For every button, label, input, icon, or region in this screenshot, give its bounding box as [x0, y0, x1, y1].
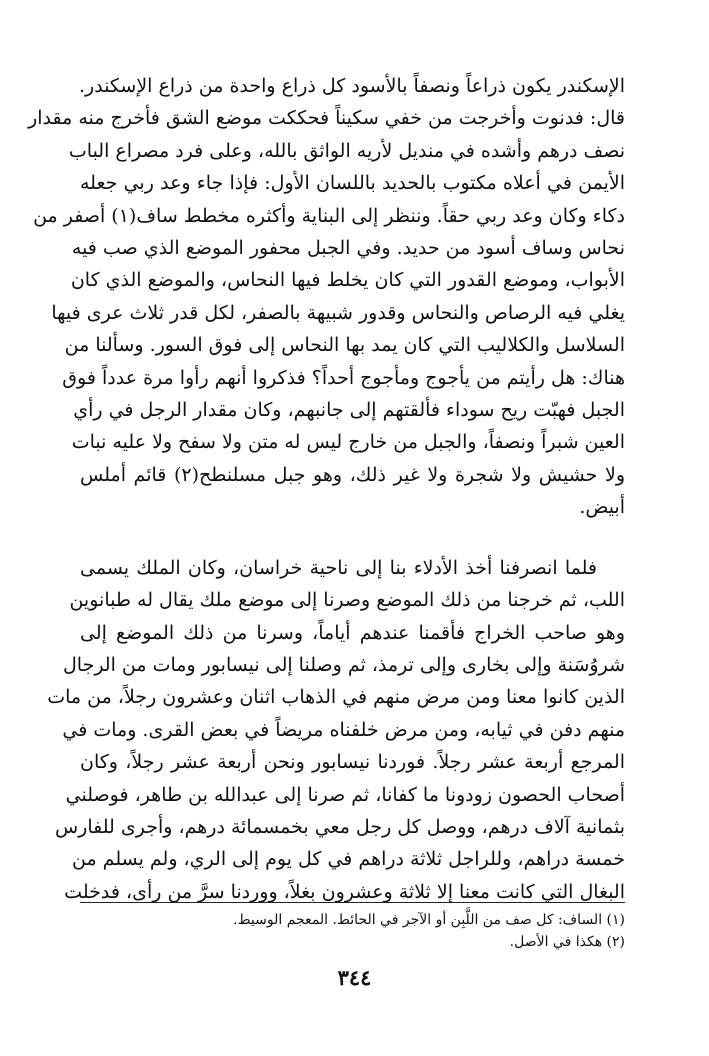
text-line: نصف درهم وأشده في منديل لأريه الواثق بالله، وعلى فرد مصراع الباب — [68, 139, 625, 162]
footnote-divider — [80, 902, 625, 903]
text-line: هناك: هل رأيتم من يأجوج ومأجوج أحداً؟ فذكروا أنهم رأوا مرة عدداً فوق — [62, 366, 625, 389]
text-line: الذين كانوا معنا ومن مرض منهم في الذهاب اثنان وعشرون رجلاً، من مات — [47, 686, 625, 709]
footnotes — [80, 909, 625, 953]
text-line: قال: فدنوت وأخرجت من خفي سكيناً فحككت موضع الشق فأخرج منه مقدار — [28, 107, 625, 130]
text-line: العين شبراً ونصفاً، والجبل من خارج ليس له متن ولا سفح ولا عليه نبات — [71, 431, 625, 454]
page-body — [28, 70, 625, 908]
paragraph-1 — [28, 70, 625, 524]
text-line: وهو صاحب الخراج فأقمنا عندهم أياماً، وسرنا من ذلك الموضع إلى — [80, 621, 625, 644]
text-line: نحاس وساف أسود من حديد. وفي الجبل محفور الموضع الذي صب فيه — [71, 237, 625, 260]
footnote-1: (١) الساف: كل صف من اللَّبِن أو الآجر في الحائط. المعجم الوسيط. — [233, 912, 625, 928]
text-line: بثمانية آلاف درهم، ووصل كل رجل معي بخمسمائة درهم، وأجرى للفارس — [54, 815, 625, 838]
text-line: اللب، ثم خرجنا من ذلك الموضع وصرنا إلى موضع ملك يقال له طبانوين — [69, 589, 625, 612]
text-line: أصحاب الحصون زودونا ما كفانا، ثم صرنا إلى عبدالله بن طاهر، فوصلني — [65, 783, 625, 806]
text-line: ولا حشيش ولا شجرة ولا غير ذلك، وهو جبل مسلنطح(٢) قائم أملس — [80, 463, 625, 486]
text-line: الإسكندر يكون ذراعاً ونصفاً بالأسود كل ذراع واحدة من ذراع الإسكندر. — [79, 75, 625, 97]
paragraph-gap — [80, 524, 625, 552]
text-line: المرجع أربعة عشر رجلاً. فوردنا نيسابور ونحن أربعة عشر رجلاً، وكان — [80, 751, 625, 774]
text-line: خمسة دراهم، وللراجل ثلاثة دراهم في كل يوم إلى الري، ولم يسلم من — [72, 848, 625, 871]
text-line: السلاسل والكلاليب التي كان يمد بها النحاس إلى فوق السور. وسألنا من — [64, 334, 625, 357]
text-line: الأيمن في أعلاه مكتوب بالحديد باللسان الأول: فإذا جاء وعد ربي جعله — [80, 172, 625, 195]
text-line: البغال التي كانت معنا إلا ثلاثة وعشرون بغلاً، ووردنا سرَّ من رأى، فدخلت — [64, 880, 625, 903]
text-line: فلما انصرفنا أخذ الأدلاء بنا إلى ناحية خراسان، وكان الملك يسمى — [80, 556, 597, 579]
text-line: الأبواب، وموضع القدور التي كان يخلط فيها النحاس، والموضع الذي كان — [70, 269, 625, 292]
text-line: شروُسَنة وإلى بخارى وإلى ترمذ، ثم وصلنا إلى نيسابور ومات من الرجال — [62, 653, 625, 676]
text-line: منهم دفن في ثيابه، ومن مرض خلفناه مريضاً في بعض القرى. ومات في — [62, 718, 625, 741]
text-line: الجبل فهبّت ريح سوداء فألقتهم إلى جانبهم، وكان مقدار الرجل في رأي — [73, 399, 625, 422]
footnote-2: (٢) هكذا في الأصل. — [509, 934, 625, 950]
paragraph-2 — [47, 552, 625, 908]
text-line: أبيض. — [579, 496, 625, 519]
text-line: دكاء وكان وعد ربي حقاً. وننظر إلى البناية وأكثره مخطط ساف(١) أصفر من — [33, 204, 625, 227]
page-number: ٣٤٤ — [337, 965, 372, 990]
text-line: يغلي فيه الرصاص والنحاس وقدور شبيهة بالصفر، لكل قدر ثلاث عرى فيها — [51, 301, 625, 324]
